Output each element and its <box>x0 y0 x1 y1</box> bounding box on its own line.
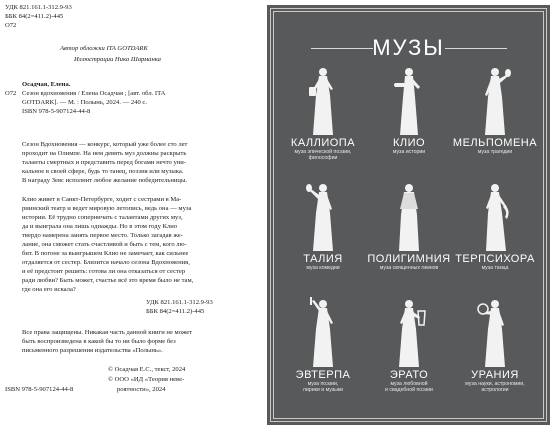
muses-poster-page <box>260 0 550 428</box>
annotation-line: В награду Зевс исполнит любое желание победительницы. <box>22 177 188 184</box>
muse-description: муза поэзии, <box>307 381 339 387</box>
muse-description: лирики и музыки <box>302 387 344 394</box>
annotation-paragraph-2 <box>22 195 248 294</box>
annotation-line: Сезон Вдохновения — конкурс, который уже более сто лет <box>22 141 188 148</box>
poster-title: МУЗЫ <box>372 35 445 60</box>
muse-polyhymnia <box>363 181 455 271</box>
muse-description: муза священных гимнов <box>379 265 439 271</box>
erato-figure-icon <box>389 297 429 369</box>
muse-name: ЭРАТО <box>389 369 429 381</box>
rights-line: Все права защищены. Никакая часть данной книги не может <box>22 329 193 336</box>
muse-terpsichore <box>449 181 541 271</box>
muse-description: муза танца <box>481 265 509 271</box>
annotation-line: где она его искала? <box>22 286 76 293</box>
euterpe-figure-icon <box>303 297 343 369</box>
copyright-house-2: роятности», 2024 <box>117 386 166 393</box>
copyright-text: © Осадчая Е.С., текст, 2024 <box>108 366 186 373</box>
author-sign: О72 <box>5 22 17 29</box>
muse-description: муза любовной <box>390 381 428 387</box>
calliope-figure-icon <box>303 65 343 137</box>
annotation-line: истории. Её трудно соперничать с талантами других муз, <box>22 214 183 221</box>
catalog-line-2: GOTDARK]. — М. : Полынь, 2024. — 240 с. <box>22 99 147 106</box>
muse-thalia <box>277 181 369 271</box>
annotation-line: кальное в своей сфере, будь то танец, поэзия или музыка. <box>22 168 184 175</box>
muse-description: муза науки, астрономии, <box>465 381 525 387</box>
melpomene-figure-icon <box>475 65 515 137</box>
annotation-line: Клио живет в Санкт-Петербурге, ходит с сестрами в Ма- <box>22 196 182 203</box>
muse-name: КАЛЛИОПА <box>290 137 356 149</box>
muse-name: ЭВТЕРПА <box>295 369 351 381</box>
cover-credit: Автор обложки ITA GOTDARK <box>60 45 148 52</box>
muse-description: муза трагедии <box>477 149 513 155</box>
clio-figure-icon <box>389 65 429 137</box>
bbk-code-repeat: ББК 84(2=411.2)-445 <box>146 308 205 315</box>
muse-description: муза истории <box>392 149 426 155</box>
muse-description: муза комедии <box>306 265 340 271</box>
annotation-line: лание, она сможет стать счастливой и быть с тем, кого лю- <box>22 241 187 248</box>
annotation-line: твердо намерена занять первое место. Только загадав же- <box>22 232 183 239</box>
urania-figure-icon <box>475 297 515 369</box>
muse-description: астрологии <box>481 387 509 394</box>
annotation-paragraph-1 <box>22 140 248 185</box>
muse-description: муза эпической поэзии, <box>294 149 352 155</box>
copyright-house-1: © ООО «ИД «Теория невe- <box>108 376 185 383</box>
muse-melpomene <box>449 65 541 155</box>
muse-description: и свадебной поэзии <box>385 387 433 394</box>
annotation-line: бит. В погоне за выигрышем Клио не замечает, как сильнее <box>22 250 189 257</box>
udk-code: УДК 821.161.1-312.9-93 <box>5 4 72 11</box>
polyhymnia-figure-icon <box>389 181 429 253</box>
muse-name: КЛИО <box>392 137 426 149</box>
bbk-code: ББК 84(2=411.2)-445 <box>5 13 64 20</box>
muse-calliope <box>277 65 369 162</box>
rights-notice <box>22 328 248 355</box>
annotation-line: ради любви? Быть может, счастье всё это время было не там, <box>22 277 194 284</box>
muse-description: философии <box>308 155 338 162</box>
muses-poster <box>267 5 550 425</box>
catalog-line-1: Сезон вдохновения / Елена Осадчая ; [авт. обл. ITA <box>22 90 166 97</box>
illustration-credit: Иллюстрации Ника Шарманка <box>74 56 161 63</box>
catalog-isbn: ISBN 978-5-907124-44-8 <box>22 108 91 115</box>
muse-name: ПОЛИГИМНИЯ <box>367 253 451 265</box>
annotation-line: таланты смертных и представить перед богами нечто уни- <box>22 159 186 166</box>
terpsichore-figure-icon <box>475 181 515 253</box>
thalia-figure-icon <box>303 181 343 253</box>
rights-line: письменного разрешения издательства «Полынь». <box>22 347 163 354</box>
rights-line: быть воспроизведена в какой бы то ни было форме без <box>22 338 176 345</box>
annotation-line: отдаляется от сестер. Близится начало сезона Вдохновения, <box>22 259 190 266</box>
muse-euterpe <box>277 297 369 394</box>
muse-name: МЕЛЬПОМЕНА <box>452 137 538 149</box>
muse-name: ТАЛИЯ <box>303 253 343 265</box>
muse-erato <box>363 297 455 394</box>
catalog-code: О72 <box>5 90 17 97</box>
poster-title-row <box>267 35 550 61</box>
imprint-page <box>0 0 258 428</box>
udk-code-repeat: УДК 821.161.1-312.9-93 <box>146 299 213 306</box>
isbn-bottom: ISBN 978-5-907124-44-8 <box>5 386 74 393</box>
muse-urania <box>449 297 541 394</box>
annotation-line: риинский театр и ведет мировую летопись, ведь она — муза <box>22 205 192 212</box>
muse-name: УРАНИЯ <box>471 369 519 381</box>
annotation-line: и её предстоит решить: готова ли она отказаться от сестер <box>22 268 186 275</box>
annotation-line: проходит на Олимпе. На нем девять муз должны раскрыть <box>22 150 187 157</box>
muse-clio <box>363 65 455 155</box>
annotation-line: да и выиграла она лишь однажды. Но в этом году Клио <box>22 223 178 230</box>
muse-name: ТЕРПСИХОРА <box>455 253 535 265</box>
catalog-author: Осадчая, Елена. <box>22 81 71 88</box>
